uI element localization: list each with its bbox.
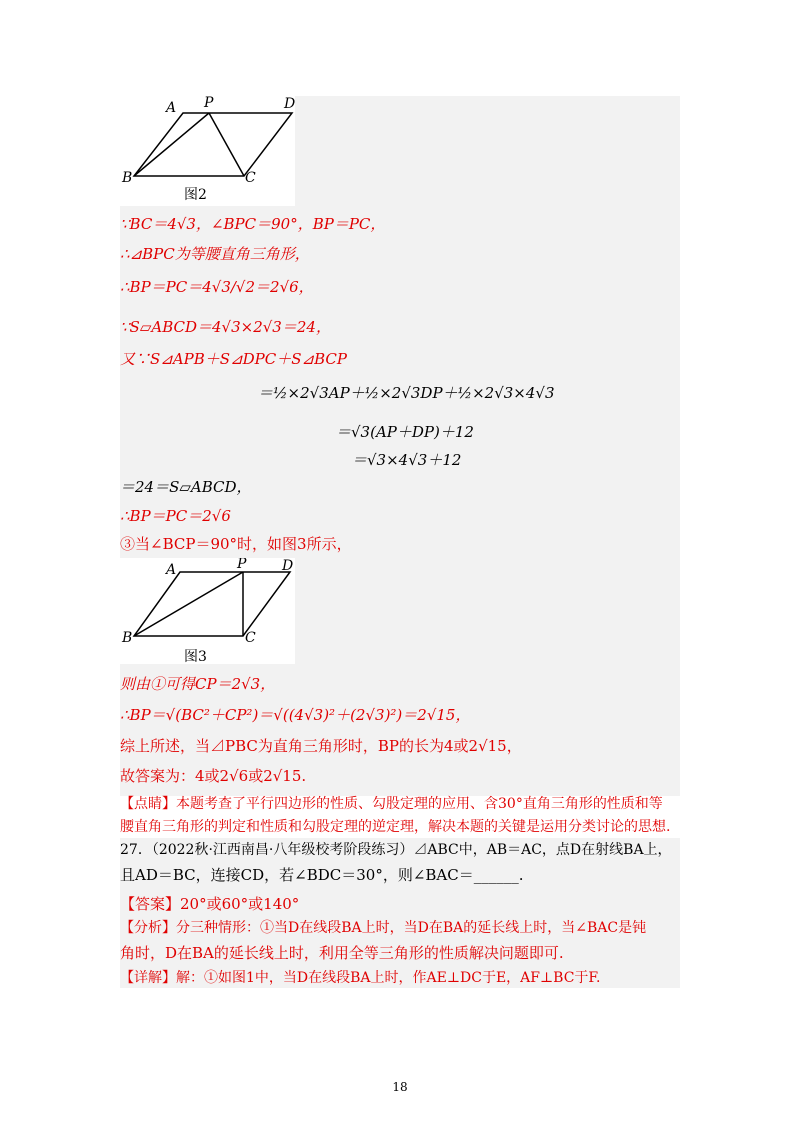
line-11: ③当∠BCP＝90°时，如图3所示， (120, 535, 352, 553)
line-1: ∵BC＝4√3，∠BPC＝90°，BP＝PC， (120, 215, 386, 233)
label-c: C (245, 630, 256, 646)
label-b: B (122, 170, 133, 186)
line-12: 则由①可得CP＝2√3， (120, 675, 276, 693)
figure-3-caption: 图3 (184, 649, 207, 665)
line-4: ∵S▱ABCD＝4√3×2√3＝24， (120, 318, 331, 336)
line-20: 【答案】20°或60°或140° (120, 895, 300, 913)
figure-3-diagram (120, 558, 295, 664)
line-9: ＝24＝S▱ABCD， (120, 478, 252, 496)
line-3: ∴BP＝PC＝4√3/√2＝2√6， (120, 278, 314, 296)
line-6: ＝½×2√3AP＋½×2√3DP＋½×2√3×4√3 (258, 384, 555, 402)
label-c: C (245, 170, 256, 186)
label-p: P (237, 558, 247, 572)
label-b: B (122, 630, 133, 646)
line-22: 角时，D在BA的延长线上时，利用全等三角形的性质解决问题即可. (120, 944, 564, 962)
line-14: 综上所述，当⊿PBC为直角三角形时，BP的长为4或2√15， (120, 737, 522, 755)
figure-2-caption: 图2 (184, 187, 207, 203)
line-21: 【分析】分三种情形：①当D在线段BA上时，当D在BA的延长线上时，当∠BAC是钝 (120, 920, 647, 936)
line-5: 又∵S⊿APB＋S⊿DPC＋S⊿BCP (120, 350, 347, 368)
line-18: 27．（2022秋·江西南昌·八年级校考阶段练习）⊿ABC中，AB＝AC，点D在射线BA上， (120, 842, 672, 858)
line-10: ∴BP＝PC＝2√6 (120, 507, 231, 525)
label-a: A (166, 100, 177, 116)
label-d: D (282, 558, 294, 574)
label-a: A (166, 562, 177, 578)
label-p: P (204, 96, 214, 111)
line-16: 【点睛】本题考查了平行四边形的性质、勾股定理的应用、含30°直角三角形的性质和等 (120, 796, 663, 812)
figure-2 (120, 96, 295, 206)
line-7: ＝√3(AP＋DP)＋12 (336, 423, 474, 441)
line-13: ∴BP＝√(BC²＋CP²)＝√((4√3)²＋(2√3)²)＝2√15， (120, 706, 471, 724)
label-d: D (284, 96, 295, 112)
line-8: ＝√3×4√3＋12 (352, 451, 462, 469)
page-number: 18 (392, 1080, 408, 1094)
line-19: 且AD＝BC，连接CD，若∠BDC＝30°，则∠BAC＝______. (120, 866, 524, 884)
line-15: 故答案为：4或2√6或2√15. (120, 767, 307, 785)
figure-2-diagram (120, 96, 295, 206)
line-2: ∴⊿BPC为等腰直角三角形， (120, 245, 310, 263)
line-23: 【详解】解：①如图1中，当D在线段BA上时，作AE⊥DC于E，AF⊥BC于F. (120, 970, 601, 986)
line-17: 腰直角三角形的判定和性质和勾股定理的逆定理，解决本题的关键是运用分类讨论的思想. (120, 819, 671, 835)
figure-3 (120, 558, 295, 664)
